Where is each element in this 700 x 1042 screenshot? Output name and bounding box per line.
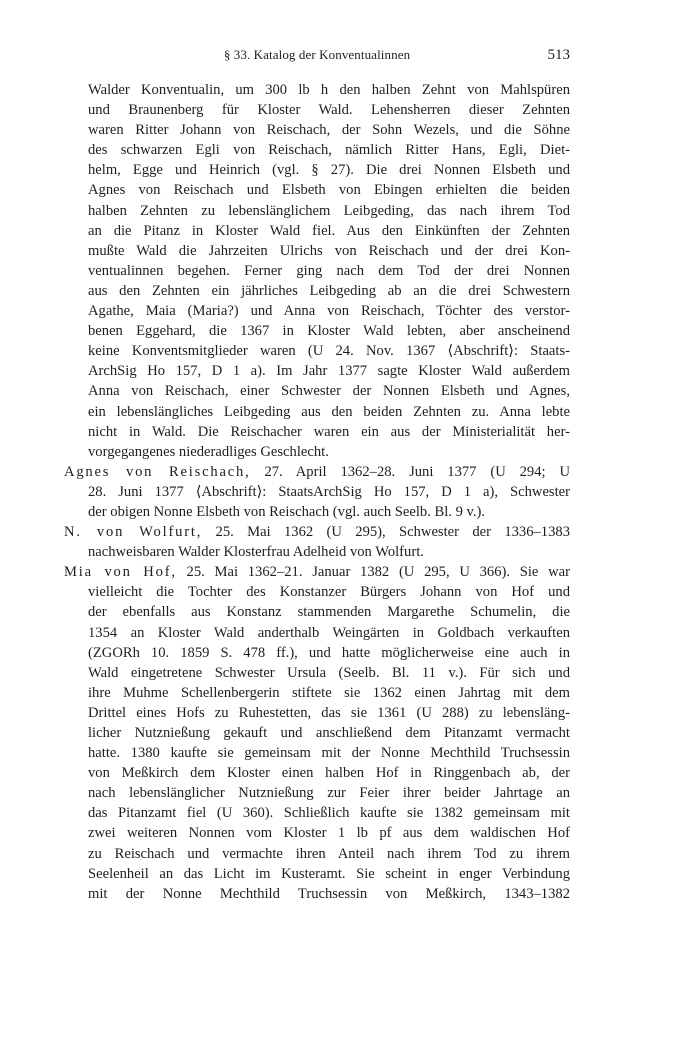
entry-name: N. von Wolfurt, [64, 524, 203, 541]
entry-n-von-wolfurt [64, 522, 570, 542]
text-line: zwei weiteren Nonnen vom Kloster 1 lb pf aus dem waldischen Hof [88, 825, 570, 842]
entry-name: Mia von Hof, [64, 564, 177, 581]
text-line: Drittel eines Hofs zu Ruhestetten, das sie 1361 (U 288) zu lebensläng- [88, 704, 570, 721]
text-line: vielleicht die Tochter des Konstanzer Bürgers Johann von Hof und [88, 584, 570, 601]
text-line: keine Konventsmitglieder waren (U 24. Nov. 1367 ⟨Abschrift⟩: Staats- [88, 343, 570, 360]
text-line: das Pitanzamt fiel (U 360). Schließlich kaufte sie 1382 gemeinsam mit [88, 805, 570, 822]
text-line: ein lebenslängliches Leibgeding aus den beiden Zehnten zu. Anna lebte [88, 403, 570, 420]
entry-text: 25. Mai 1362 (U 295), Schwester der 1336–1383 [215, 524, 570, 541]
text-line: von Meßkirch dem Kloster einen halben Hof in Ringgenbach ab, der [88, 765, 570, 782]
text-line: ihre Muhme Schellenbergerin stiftete sie 1362 einen Jahrtag mit dem [88, 684, 570, 701]
text-line: nicht in Wald. Die Reischacher waren ein aus der Ministerialität her- [88, 423, 570, 440]
text-line: der ebenfalls aus Konstanz stammenden Margarethe Schumelin, die [88, 604, 570, 621]
page-header [64, 44, 570, 66]
running-head: § 33. Katalog der Konventualinnen [223, 47, 411, 62]
text-line: Wald eingetretene Schwester Ursula (Seelb. Bl. 11 v.). Für sich und [88, 664, 570, 681]
page-number: 513 [547, 47, 570, 63]
entry-mia-von-hof [64, 562, 570, 582]
text-line: mußte Wald die Jahrzeiten Ulrichs von Reischach und der drei Kon- [88, 242, 570, 259]
text-line: aus den Zehnten ein jährliches Leibgeding ab an die drei Schwestern [88, 282, 570, 299]
text-line: benen Eggehard, die 1367 in Kloster Wald lebten, aber anscheinend [88, 323, 570, 340]
text-line: ArchSig Ho 157, D 1 a). Im Jahr 1377 sagte Kloster Wald außerdem [88, 363, 570, 380]
body-text [64, 80, 570, 904]
text-line: Agathe, Maia (Maria?) und Anna von Reischach, Töchter des verstor- [88, 303, 570, 320]
entry-text: 25. Mai 1362–21. Januar 1382 (U 295, U 366). Sie war [186, 564, 571, 581]
text-line: Agnes von Reischach und Elsbeth von Ebingen erhielten die beiden [88, 182, 570, 199]
text-line: und Braunenberg für Kloster Wald. Lehensherren dieser Zehnten [88, 102, 570, 119]
entry-agnes-von-reischach [64, 462, 570, 482]
text-line: waren Ritter Johann von Reischach, der Sohn Wezels, und die Söhne [88, 122, 570, 139]
text-line: nach lebenslänglicher Nutznießung zur Feier ihrer beider Jahrtage an [88, 785, 570, 802]
text-line: Seelenheil an das Licht im Kusteramt. Sie scheint in enger Verbindung [88, 865, 570, 882]
text-line: ventualinnen begehen. Ferner ging nach dem Tod der drei Nonnen [88, 262, 570, 279]
entry-name: Agnes von Reischach, [64, 463, 251, 480]
text-line: nachweisbaren Walder Klosterfrau Adelheid von Wolfurt. [88, 544, 424, 561]
text-line: licher Nutznießung gekauft und anschließend dem Pitanzamt vermacht [88, 725, 570, 741]
text-line: der obigen Nonne Elsbeth von Reischach (vgl. auch Seelb. Bl. 9 v.). [88, 503, 486, 520]
text-line: 28. Juni 1377 ⟨Abschrift⟩: StaatsArchSig Ho 157, D 1 a), Schwester [88, 483, 570, 500]
text-line: des schwarzen Egli von Reischach, nämlich Ritter Hans, Egli, Diet- [88, 142, 570, 159]
entry-text: 27. April 1362–28. Juni 1377 (U 294; U [264, 463, 570, 480]
text-line: an die Pitanz in Kloster Wald fiel. Aus den Einkünften der Zehnten [88, 222, 570, 239]
text-line: Anna von Reischach, einer Schwester der Nonnen Elsbeth und Agnes, [88, 383, 570, 400]
text-line: mit der Nonne Mechthild Truchsessin von Meßkirch, 1343–1382 [88, 885, 570, 902]
text-line: 1354 an Kloster Wald anderthalb Weingärten in Goldbach verkauften [88, 624, 570, 641]
text-line: halben Zehnten zu lebenslänglichem Leibgeding, das nach ihrem Tod [88, 202, 570, 219]
text-line: helm, Egge und Heinrich (vgl. § 27). Die drei Nonnen Elsbeth und [88, 162, 570, 179]
text-line: (ZGORh 10. 1859 S. 478 ff.), und hatte möglicherweise eine auch in [88, 644, 570, 661]
text-line: zu Reischach und vermachte ihren Anteil nach ihrem Tod zu ihrem [88, 845, 570, 862]
text-line: Walder Konventualin, um 300 lb h den halben Zehnt von Mahlspüren [88, 82, 570, 98]
text-line: hatte. 1380 kaufte sie gemeinsam mit der Nonne Mechthild Truchsessin [88, 745, 570, 762]
text-line: vorgegangenes niederadliges Geschlecht. [88, 443, 329, 460]
